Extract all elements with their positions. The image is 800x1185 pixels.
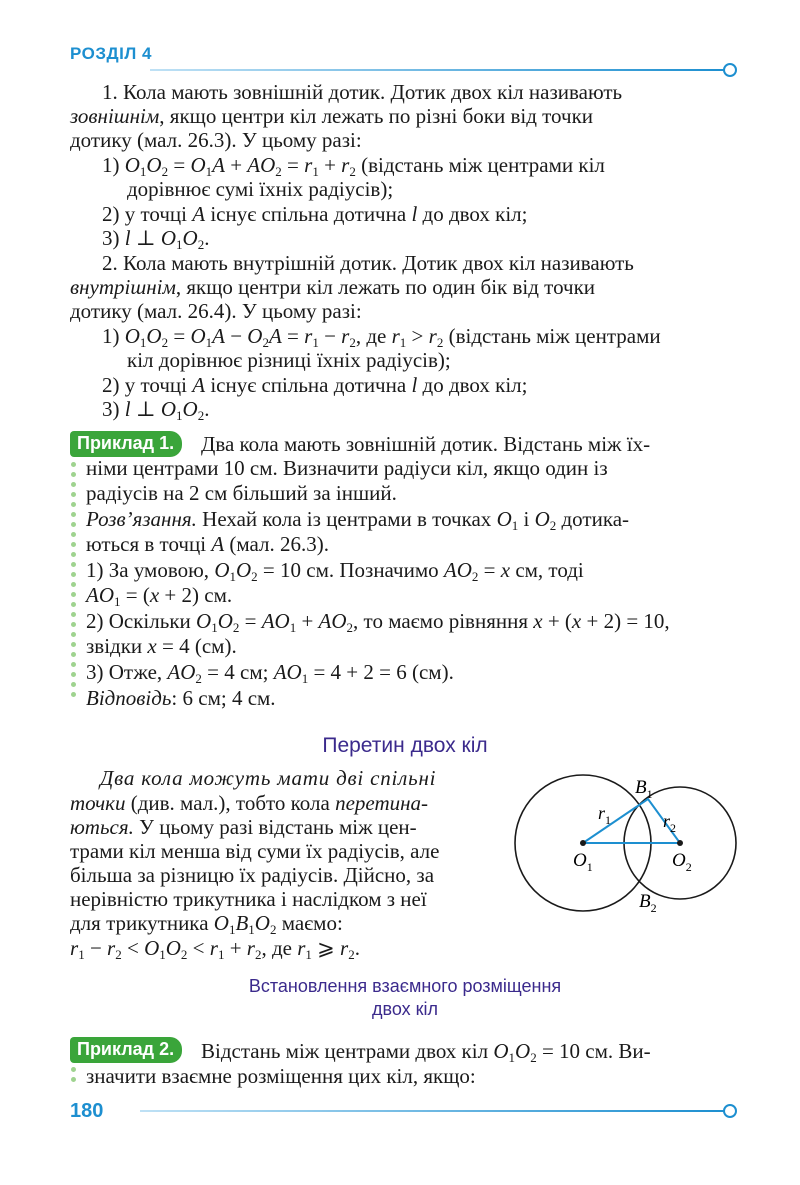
intersection-line3-em: ються.	[70, 815, 134, 839]
label-r1: $r_1$	[598, 803, 612, 827]
example2-tag: Приклад 2.	[70, 1037, 182, 1063]
intersection-line7: для трикутника $O_1B_1O_2$ маємо:	[70, 911, 343, 937]
intersection-line4: трами кіл менша від суми їх радіусів, але	[70, 839, 440, 863]
p1-line2-text: , якщо центри кіл лежать по різні боки від точки	[159, 104, 594, 128]
step3-pre: 3) Отже,	[86, 660, 163, 684]
p1-item1-tail: (відстань між центрами кіл	[361, 153, 605, 177]
p2-item1-line2: кіл дорівнює різниці їхніх радіусів);	[127, 348, 451, 372]
p1-item2-pre: 2) у точці	[102, 202, 193, 226]
example2-line1-tail: = 10 см. Ви-	[541, 1039, 651, 1063]
step3-mid: = 4 см;	[207, 660, 269, 684]
answer-label: Відповідь	[86, 686, 172, 710]
label-r2: $r_2$	[663, 811, 677, 835]
solution-tail: дотика-	[561, 507, 630, 531]
example1-answer	[86, 686, 754, 711]
p1-item2-mid: існує спільна дотична	[205, 202, 412, 226]
page-number: 180	[70, 1100, 104, 1122]
mutual-heading-line1: Встановлення взаємного розміщення	[248, 976, 562, 996]
p2-term: внутрішнім	[70, 275, 176, 299]
example1-step3: 3) Отже, $AO_2 = 4$ см; $AO_1 = 4 + 2 = 6$ (см).	[86, 660, 454, 686]
step2-mid: , то маємо рівняння	[353, 609, 528, 633]
intersection-de: , де	[261, 936, 292, 960]
example1-dots	[71, 462, 77, 702]
solution-line2-text: ються в точці	[86, 532, 207, 556]
intersection-heading: Перетин двох кіл	[322, 734, 488, 757]
intersection-term-intersect: перетина-	[335, 791, 429, 815]
mutual-position-heading	[150, 975, 660, 1021]
example1-step1-line2: $AO_1 = (x + 2)$ см.	[86, 583, 233, 609]
p1-item2-post: до двох кіл;	[417, 202, 528, 226]
p1-item3: 3) l ⊥ $O_1O_2$.	[102, 226, 210, 252]
example2-line1: Відстань між центрами двох кіл $O_1O_2 = 10$ см. Ви-	[201, 1039, 651, 1065]
point-o1	[580, 840, 586, 846]
intersection-line2-mid: (див. мал.), тобто кола	[125, 791, 336, 815]
p2-item1-de: , де	[355, 324, 392, 348]
section-label: РОЗДІЛ 4	[70, 44, 152, 63]
mutual-heading-line2: двох кіл	[371, 999, 439, 1019]
example1-line3: радіусів на 2 см більший за інший.	[86, 481, 397, 505]
footer-rule-dot	[723, 1104, 737, 1118]
step1-tail: см, тоді	[515, 558, 584, 582]
example1-step1: 1) За умовою, $O_1O_2 = 10$ см. Позначимо $AO_2 = x$ см, тоді	[86, 558, 584, 584]
p2-item1: 1) $O_1O_2 = O_1A - O_2A = r_1 - r_2$, де $r_1 > r_2$ (відстань між центрами	[102, 324, 661, 350]
step2-line2: звідки	[86, 634, 143, 658]
p1-line2	[70, 104, 738, 129]
intersection-term-points: точки	[70, 791, 126, 815]
label-b1: $B_1$	[635, 777, 653, 801]
example1-step2: 2) Оскільки $O_1O_2 = AO_1 + AO_2$, то маємо рівняння x + (x + 2) = 10,	[86, 609, 670, 635]
point-o2	[677, 840, 683, 846]
p2-item1-tail: (відстань між центрами	[448, 324, 661, 348]
solution-line2-ref: (мал. 26.3).	[229, 532, 330, 556]
example2-line1-text: Відстань між центрами двох кіл	[201, 1039, 489, 1063]
intersection-line6: нерівністю трикутника і наслідком з неї	[70, 887, 427, 911]
step3-tail: = 4 + 2 = 6 (см).	[313, 660, 454, 684]
p2-line2	[70, 275, 738, 300]
p1-item1: 1) $O_1O_2 = O_1A + AO_2 = r_1 + r_2$ (відстань між центрами кіл	[102, 153, 605, 179]
header-rule	[150, 69, 724, 71]
intersection-inequality: $r_1 - r_2 < O_1O_2 < r_1 + r_2$, де $r_1$ ⩾ $r_2$.	[70, 936, 360, 962]
p1-line1: 1. Кола мають зовнішній дотик. Дотик двох кіл називають	[102, 80, 623, 104]
step2-line2-tail: (см).	[194, 634, 237, 658]
intersection-line5: більша за різницю їх радіусів. Дійсно, за	[70, 863, 435, 887]
p1-line3: дотику (мал. 26.3). У цьому разі:	[70, 128, 362, 152]
intersecting-circles-diagram	[505, 765, 745, 935]
label-b2: $B_2$	[639, 891, 657, 915]
p1-term: зовнішнім	[70, 104, 160, 128]
solution-label: Розв’язання.	[86, 507, 197, 531]
example1-line1: Два кола мають зовнішній дотик. Відстань між їх-	[201, 432, 651, 456]
answer-text: : 6 см; 4 см.	[171, 686, 276, 710]
step2-pre: 2) Оскільки	[86, 609, 191, 633]
intersection-line1-em: Два кола можуть мати дві спільні	[100, 766, 437, 790]
p2-line2-text: , якщо центри кіл лежать по один бік від точки	[175, 275, 596, 299]
example1-step2-line2: звідки x = 4 (см).	[86, 634, 237, 658]
example1-tag: Приклад 1.	[70, 431, 182, 457]
p2-line3: дотику (мал. 26.4). У цьому разі:	[70, 299, 362, 323]
example1-line2: німи центрами 10 см. Визначити радіуси кіл, якщо один із	[86, 456, 608, 480]
label-o1: $O_1$	[573, 850, 593, 874]
solution-text: Нехай кола із центрами в точках	[202, 507, 492, 531]
example1-solution-line1: Розв’язання. Нехай кола із центрами в точках $O_1$ і $O_2$ дотика-	[86, 507, 630, 533]
p2-item3: 3) l ⊥ $O_1O_2$.	[102, 397, 210, 423]
label-o2: $O_2$	[672, 850, 692, 874]
p2-item2-pre: 2) у точці	[102, 373, 193, 397]
p2-item2: 2) у точці A існує спільна дотична l до двох кіл;	[102, 373, 528, 397]
header-rule-dot	[723, 63, 737, 77]
p2-item2-post: до двох кіл;	[417, 373, 528, 397]
intersection-line3-rest: У цьому разі відстань між цен-	[133, 815, 417, 839]
solution-and: і	[523, 507, 530, 531]
step1-mid: = 10 см. Позначимо	[262, 558, 439, 582]
example2-dots	[71, 1067, 77, 1087]
step1-pre: 1) За умовою,	[86, 558, 210, 582]
example1-solution-line2: ються в точці A (мал. 26.3).	[86, 532, 330, 556]
step1-line2: см.	[204, 583, 233, 607]
p2-item2-mid: існує спільна дотична	[205, 373, 412, 397]
footer-rule	[140, 1110, 724, 1112]
intersection-line7-text: для трикутника	[70, 911, 209, 935]
p2-line1: 2. Кола мають внутрішній дотик. Дотик двох кіл називають	[102, 251, 634, 275]
intersection-line7-tail: маємо:	[281, 911, 343, 935]
p1-item2: 2) у точці A існує спільна дотична l до двох кіл;	[102, 202, 528, 226]
example2-line2: значити взаємне розміщення цих кіл, якщо:	[86, 1064, 476, 1088]
p1-item1-line2: дорівнює сумі їхніх радіусів);	[127, 177, 394, 201]
